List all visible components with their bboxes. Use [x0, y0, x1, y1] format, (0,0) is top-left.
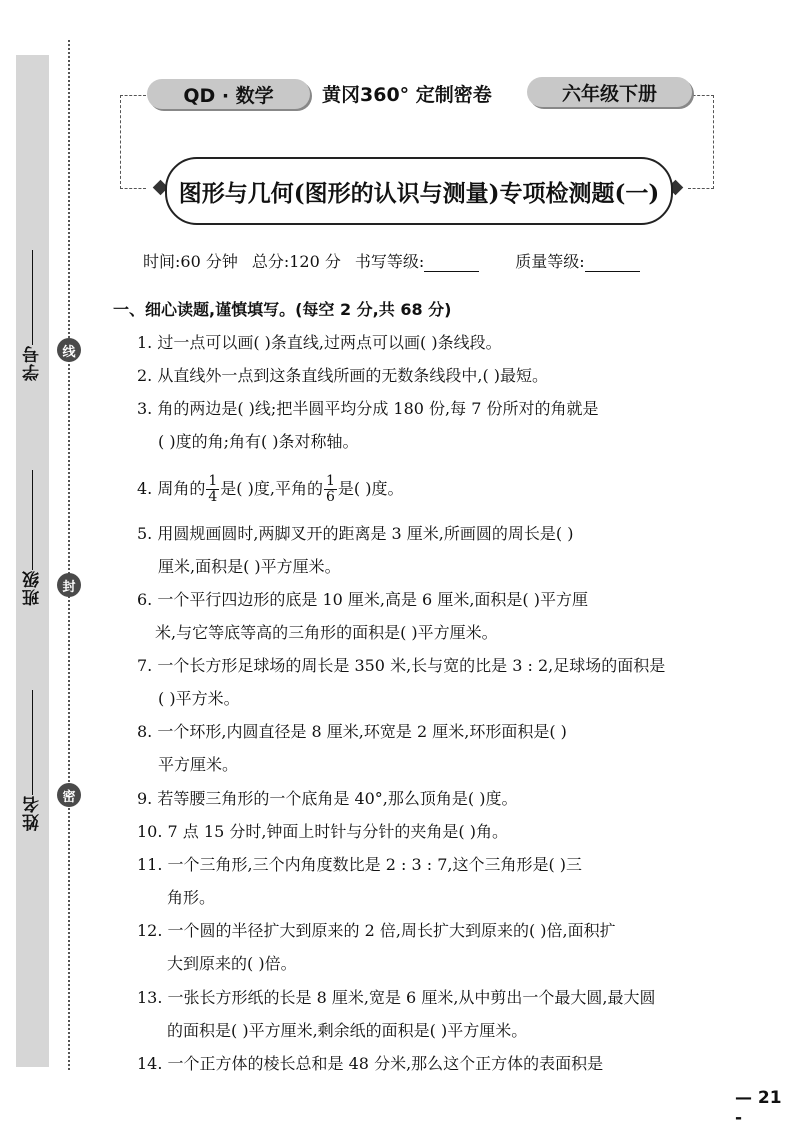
cut-line — [68, 40, 70, 1070]
subject-badge: QD · 数学 — [147, 79, 310, 109]
question-13-line-2[interactable]: 的面积是( )平方厘米,剩余纸的面积是( )平方厘米。 — [167, 1021, 528, 1040]
fraction-1-numerator: 1 — [208, 473, 218, 489]
question-3-line-2[interactable]: ( )度的角;角有( )条对称轴。 — [158, 432, 359, 451]
seal-seal-badge: 封 — [57, 573, 81, 597]
seal-line-badge: 线 — [57, 338, 81, 362]
fraction-2-numerator: 1 — [325, 473, 335, 489]
question-3-line-1[interactable]: 3. 角的两边是( )线;把半圆平均分成 180 份,每 7 份所对的角就是 — [137, 399, 599, 418]
question-13-line-1[interactable]: 13. 一张长方形纸的长是 8 厘米,宽是 6 厘米,从中剪出一个最大圆,最大圆 — [137, 988, 656, 1007]
quality-grade-label: 质量等级: — [515, 252, 585, 271]
header-bracket-left — [120, 95, 146, 189]
class-blank — [32, 470, 33, 570]
grade-badge: 六年级下册 — [527, 77, 692, 107]
question-12-line-1[interactable]: 12. 一个圆的半径扩大到原来的 2 倍,周长扩大到原来的( )倍,面积扩 — [137, 921, 616, 940]
brand-text: 黄冈360° 定制密卷 — [322, 84, 492, 106]
class-field[interactable] — [16, 470, 49, 606]
name-blank — [32, 690, 33, 795]
question-8-line-1[interactable]: 8. 一个环形,内圆直径是 8 厘米,环宽是 2 厘米,环形面积是( ) — [137, 722, 567, 741]
question-5-line-1[interactable]: 5. 用圆规画圆时,两脚叉开的距离是 3 厘米,所画圆的周长是( ) — [137, 524, 574, 543]
question-9[interactable]: 9. 若等腰三角形的一个底角是 40°,那么顶角是( )度。 — [137, 789, 518, 808]
time-limit: 时间:60 分钟 — [143, 252, 238, 271]
question-12-line-2[interactable]: 大到原来的( )倍。 — [167, 954, 297, 973]
name-field[interactable] — [16, 690, 49, 831]
writing-grade-label: 书写等级: — [354, 252, 425, 271]
total-score: 总分:120 分 — [251, 252, 341, 271]
question-6-line-2[interactable]: 米,与它等底等高的三角形的面积是( )平方厘米。 — [155, 623, 498, 642]
question-14-line-1[interactable]: 14. 一个正方体的棱长总和是 48 分米,那么这个正方体的表面积是 — [137, 1054, 604, 1073]
header-bracket-right — [688, 95, 714, 189]
page-title: 图形与几何(图形的认识与测量)专项检测题(一) — [178, 179, 660, 207]
quality-grade-blank[interactable] — [585, 249, 640, 272]
title-frame — [165, 157, 673, 225]
student-id-label: 学号 — [23, 345, 43, 381]
student-id-field[interactable] — [16, 250, 49, 381]
student-id-blank — [32, 250, 33, 345]
exam-meta — [143, 249, 640, 272]
section-heading: 一、细心读题,谨慎填写。(每空 2 分,共 68 分) — [113, 300, 452, 319]
class-label: 班级 — [23, 570, 43, 606]
name-label: 姓名 — [23, 795, 43, 831]
question-4-text-b: 是( )度,平角的 — [220, 479, 323, 498]
question-4-text-a: 4. 周角的 — [137, 479, 206, 498]
question-7-line-1[interactable]: 7. 一个长方形足球场的周长是 350 米,长与宽的比是 3 : 2,足球场的面积是 — [137, 656, 666, 675]
question-6-line-1[interactable]: 6. 一个平行四边形的底是 10 厘米,高是 6 厘米,面积是( )平方厘 — [137, 590, 588, 609]
question-1[interactable]: 1. 过一点可以画( )条直线,过两点可以画( )条线段。 — [137, 333, 502, 352]
fraction-one-sixth — [324, 474, 337, 505]
fraction-one-quarter — [206, 474, 219, 505]
seal-secret-badge: 密 — [57, 783, 81, 807]
question-5-line-2[interactable]: 厘米,面积是( )平方厘米。 — [158, 557, 341, 576]
question-4-text-c: 是( )度。 — [337, 479, 404, 498]
question-10[interactable]: 10. 7 点 15 分时,钟面上时针与分针的夹角是( )角。 — [137, 822, 508, 841]
writing-grade-blank[interactable] — [424, 249, 479, 272]
fraction-2-denominator: 6 — [325, 489, 335, 505]
question-11-line-1[interactable]: 11. 一个三角形,三个内角度数比是 2 : 3 : 7,这个三角形是( )三 — [137, 855, 583, 874]
question-2[interactable]: 2. 从直线外一点到这条直线所画的无数条线段中,( )最短。 — [137, 366, 549, 385]
question-8-line-2[interactable]: 平方厘米。 — [158, 755, 239, 774]
page-number: — 21 - — [735, 1088, 782, 1128]
fraction-1-denominator: 4 — [208, 489, 218, 505]
question-11-line-2[interactable]: 角形。 — [167, 888, 216, 907]
question-7-line-2[interactable]: ( )平方米。 — [158, 689, 240, 708]
question-4[interactable] — [137, 470, 403, 508]
